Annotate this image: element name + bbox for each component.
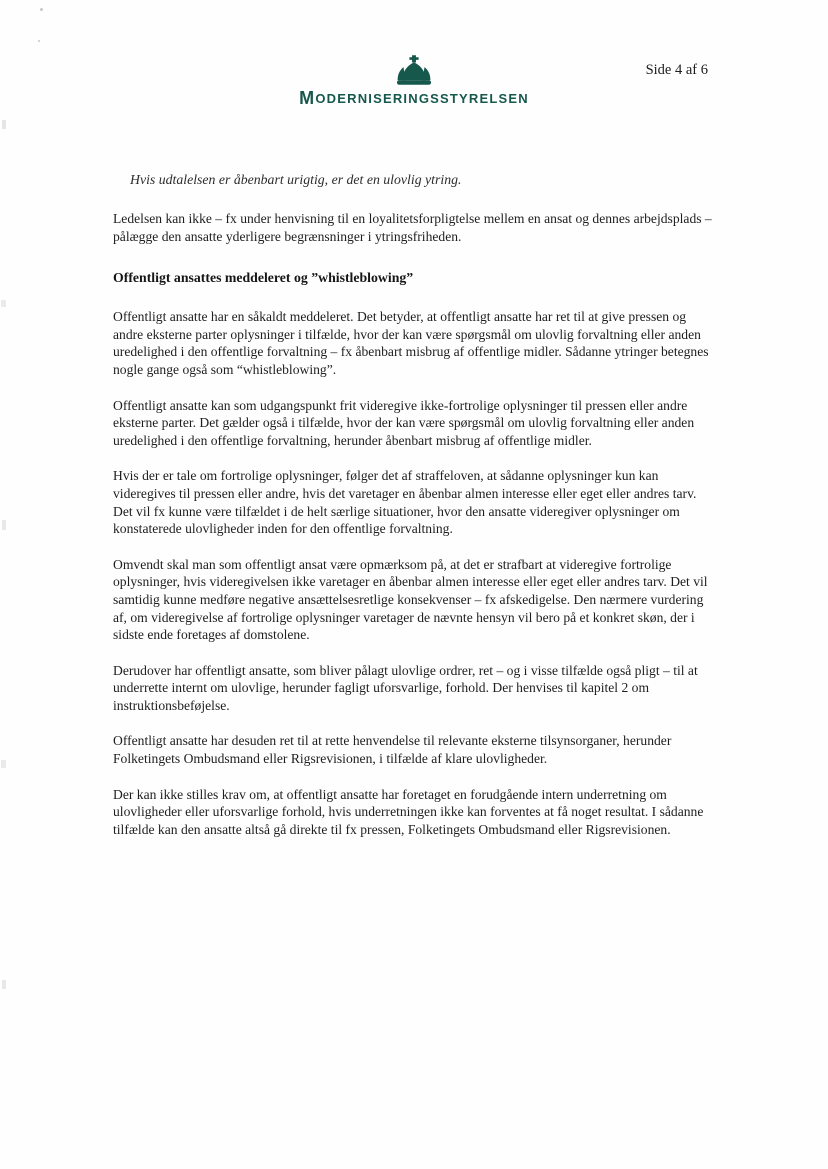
paragraph: Hvis der er tale om fortrolige oplysninger, følger det af straffeloven, at sådanne oplysninger kun kan videregives til pressen eller andre, hvis det varetager en åbenbar almen interesse eller eget eller andres tarv. Det vil fx kunne være tilfældet i de helt særlige situationer, hvor den ansatte videregiver oplysninger om konstaterede ulovligheder inden for den offentlige forvaltning. [113,468,697,537]
scan-artifact [2,520,6,530]
document-body [113,172,715,856]
crown-icon [393,55,435,87]
page-number: Side 4 af 6 [645,62,708,78]
agency-logo-text [299,89,529,107]
paragraph: Offentligt ansatte kan som udgangspunkt frit videregive ikke-fortrolige oplysninger til pressen eller andre eksterne parter. Det gælder også i tilfælde, hvor der kan være spørgsmål om ulovlig forvaltning eller anden uredelighed i den offentlige forvaltning, herunder åbenbart misbrug af offentlige midler. [113,397,695,448]
scan-artifact [1,760,6,768]
section-heading: Offentligt ansattes meddeleret og ”whistleblowing” [113,270,414,286]
scan-artifact [1,300,6,307]
paragraph: Derudover har offentligt ansatte, som bliver pålagt ulovlige ordrer, ret – og i visse tilfælde også pligt – til at underrette internt om ulovlige, herunder fagligt uforsvarlige, forhold. Der henvises til kapitel 2 om instruktionsbeføjelse. [113,662,698,713]
paragraph: Offentligt ansatte har desuden ret til at rette henvendelse til relevante eksterne tilsynsorganer, herunder Folketingets Ombudsmand eller Rigsrevisionen, i tilfælde af klare ulovligheder. [113,733,672,767]
paragraph-intro: Ledelsen kan ikke – fx under henvisning til en loyalitetsforpligtelse mellem en ansat og dennes arbejdsplads – pålægge den ansatte yderligere begrænsninger i ytringsfriheden. [113,211,712,244]
page-header [0,0,828,130]
paragraph: Offentligt ansatte har en såkaldt meddeleret. Det betyder, at offentligt ansatte har ret til at give pressen og andre eksterne parter oplysninger i tilfælde, hvor der kan være spørgsmål om ulovlig forvaltning eller anden uredelighed i den offentlige forvaltning – fx åbenbart misbrug af offentlige midler. Sådanne ytringer betegnes nogle gange også som “whistleblowing”. [113,309,709,377]
paragraph: Omvendt skal man som offentligt ansat være opmærksom på, at det er strafbart at videregive fortrolige oplysninger, hvis videregivelsen ikke varetager en åbenbar almen interesse eller eget eller andres tarv. Det vil samtidig kunne medføre negative ansættelsesretlige konsekvenser – fx afskedigelse. Den nærmere vurdering af, om videregivelse af fortrolige oplysninger varetager de nævnte hensyn vil bero på et konkret skøn, der i sidste ende foretages af domstolene. [113,556,708,643]
paragraph: Der kan ikke stilles krav om, at offentligt ansatte har foretaget en forudgående intern underretning om ulovligheder eller uforsvarlige forhold, hvis underretningen ikke kan forventes at få noget resultat. I sådanne tilfælde kan den ansatte altså gå direkte til fx pressen, Folketingets Ombudsmand eller Rigsrevisionen. [113,786,704,837]
italic-quote-line: Hvis udtalelsen er åbenbart urigtig, er det en ulovlig ytring. [130,172,462,187]
scan-artifact [2,980,6,989]
logo-initial: M [299,88,316,108]
logo-rest: ODERNISERINGSSTYRELSEN [315,91,529,106]
